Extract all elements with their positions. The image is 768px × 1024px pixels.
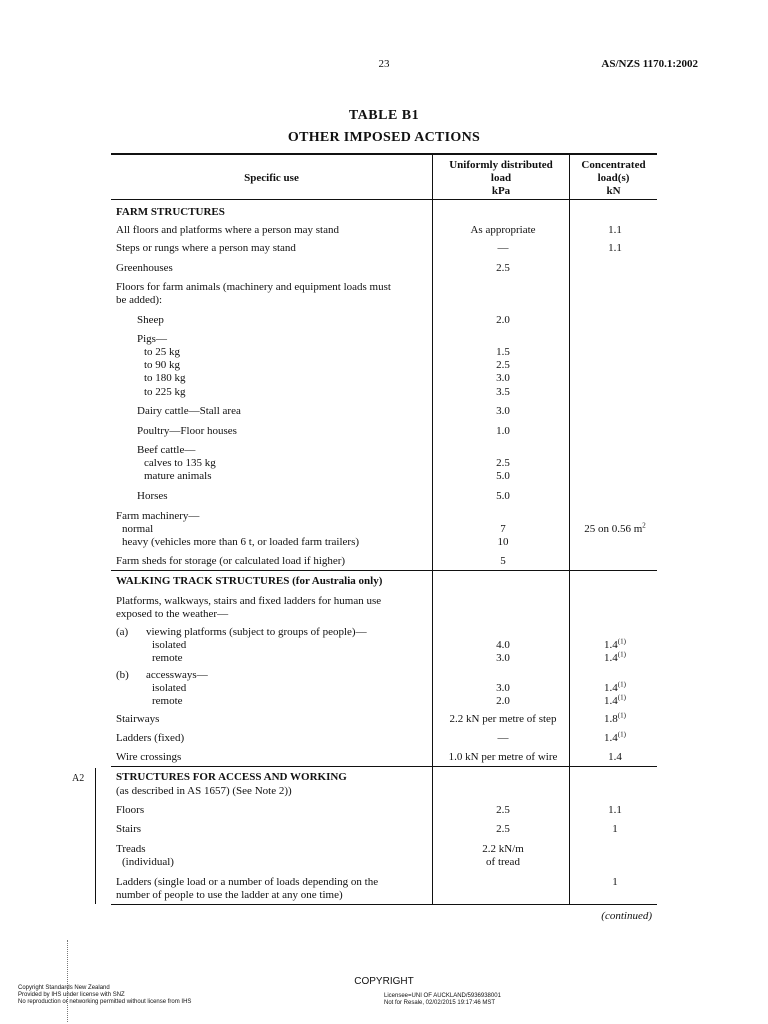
table-row: Stairways 2.2 kN per metre of step 1.8$^{(1)}$ <box>116 711 626 725</box>
table-row: Steps or rungs where a person may stand — 1.1 <box>116 242 622 254</box>
table-row: normal 7 25 on 0.56 $m^2$ <box>122 521 646 535</box>
table-row: Beef cattle— <box>137 444 196 456</box>
table-row: Horses 5.0 <box>137 490 510 502</box>
table-row: heavy (vehicles more than 6 t, or loaded farm trailers) 10 <box>122 536 509 548</box>
licensee-notice: Licensee=UNI OF AUCKLAND/5936938001 Not for Resale, 02/02/2015 19:17:46 MST <box>384 993 501 1006</box>
copyright-title: COPYRIGHT <box>354 976 414 987</box>
table-row: STRUCTURES FOR ACCESS AND WORKING <box>116 771 347 783</box>
table-row: Poultry—Floor houses 1.0 <box>137 425 510 437</box>
table-row: (as described in AS 1657) (See Note 2)) <box>116 785 292 797</box>
table-row: Treads 2.2 kN/m <box>116 843 524 855</box>
table-row: mature animals 5.0 <box>144 470 510 482</box>
table-row: (individual) of tread <box>122 856 520 868</box>
table-row: Floors 2.5 1.1 <box>116 804 622 816</box>
table-row: to 180 kg 3.0 <box>144 372 510 384</box>
table-row: number of people to use the ladder at any one time) <box>116 889 343 901</box>
table-row: All floors and platforms where a person may stand As appropriate 1.1 <box>116 224 622 236</box>
table-row: isolated 4.0 1.4$^{(1)}$ <box>152 637 626 651</box>
table-row: Stairs 2.5 1 <box>116 823 618 835</box>
continued-note: (continued) <box>601 910 652 922</box>
table-row: Farm machinery— <box>116 510 200 522</box>
column-header-use: Specific use <box>244 172 299 184</box>
table-row: Platforms, walkways, stairs and fixed ladders for human use <box>116 595 382 607</box>
table-row: Pigs— <box>137 333 167 345</box>
standard-number: AS/NZS 1170.1:2002 <box>601 58 698 70</box>
table-row: Ladders (single load or a number of loads depending on the 1 <box>116 876 618 888</box>
table-row: (a) viewing platforms (subject to groups of people)— <box>116 626 367 638</box>
table-row: isolated 3.0 1.4$^{(1)}$ <box>152 680 626 694</box>
copyright-notice: Copyright Standards New Zealand Provided by IHS under license with SNZ No reproduction or networking permitted without license from IHS <box>18 985 192 1005</box>
table-row: to 225 kg 3.5 <box>144 386 510 398</box>
page-number: 23 <box>378 58 390 70</box>
table-row: to 90 kg 2.5 <box>144 359 510 371</box>
table-row: exposed to the weather— <box>116 608 229 620</box>
table-row: be added): <box>116 294 163 306</box>
table-row: Farm sheds for storage (or calculated load if higher) 5 <box>116 555 506 567</box>
column-header-udl: Uniformly distributed load kPa <box>449 159 553 197</box>
table-row: Sheep 2.0 <box>137 314 510 326</box>
table-row: remote 3.0 1.4$^{(1)}$ <box>152 650 626 664</box>
table-row: Dairy cattle—Stall area 3.0 <box>137 405 510 417</box>
table-row: Ladders (fixed) — 1.4$^{(1)}$ <box>116 730 626 744</box>
table-row: Floors for farm animals (machinery and equipment loads must <box>116 281 391 293</box>
table-row: calves to 135 kg 2.5 <box>144 457 510 469</box>
table-row: remote 2.0 1.4$^{(1)}$ <box>152 693 626 707</box>
table-row: WALKING TRACK STRUCTURES (for Australia only) <box>116 575 383 587</box>
table-row: Wire crossings 1.0 kN per metre of wire 1.4 <box>116 751 622 763</box>
table-row: (b) accessways— <box>116 669 208 681</box>
table-row: to 25 kg 1.5 <box>144 346 510 358</box>
table-subtitle: OTHER IMPOSED ACTIONS <box>287 130 481 145</box>
column-header-concentrated: Concentrated load(s) kN <box>581 159 646 197</box>
table-row: Greenhouses 2.5 <box>116 262 510 274</box>
table-row: FARM STRUCTURES <box>116 206 225 218</box>
table-title: TABLE B1 <box>348 108 420 123</box>
amendment-marker: A2 <box>72 773 85 784</box>
